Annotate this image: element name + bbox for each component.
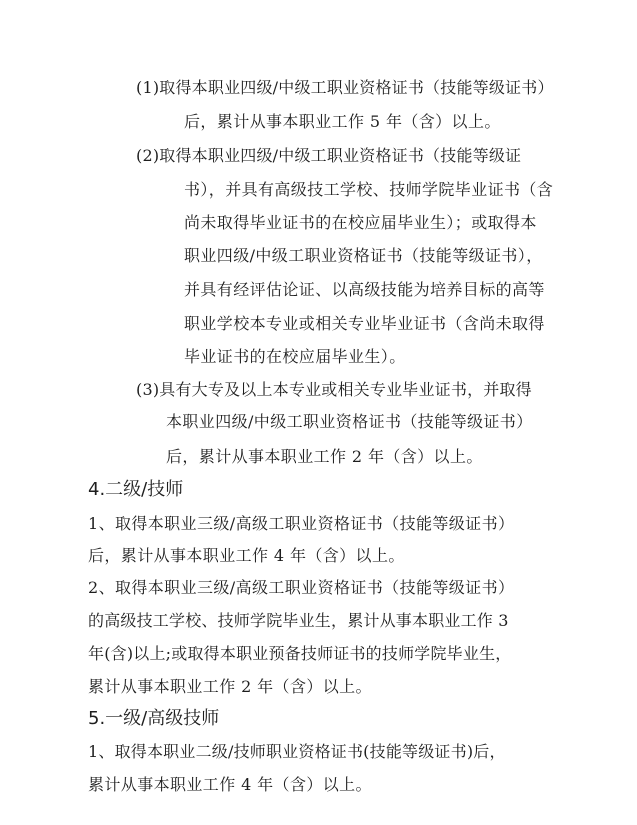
item-line: 并具有经评估论证、以高级技能为培养目标的高等: [184, 280, 545, 299]
item-line: 年(含)以上;或取得本职业预备技师证书的技师学院毕业生，: [88, 644, 512, 663]
item-line: (2)取得本职业四级/中级工职业资格证书（技能等级证: [136, 146, 522, 165]
item-line: (1)取得本职业四级/中级工职业资格证书（技能等级证书）: [136, 78, 554, 97]
item-line: 后，累计从事本职业工作 5 年（含）以上。: [184, 112, 501, 131]
item-line: 职业四级/中级工职业资格证书（技能等级证书），: [184, 246, 543, 265]
item-line: 本职业四级/中级工职业资格证书（技能等级证书）: [166, 412, 533, 431]
item-line: 1、取得本职业二级/技师职业资格证书(技能等级证书)后，: [88, 742, 506, 761]
item-line: 职业学校本专业或相关专业毕业证书（含尚未取得: [184, 314, 545, 333]
item-line: 书），并具有高级技工学校、技师学院毕业证书（含: [184, 180, 554, 199]
item-line: 2、取得本职业三级/高级工职业资格证书（技能等级证书）: [88, 578, 515, 597]
section-heading: 4.二级/技师: [88, 479, 184, 500]
item-line: 的高级技工学校、技师学院毕业生，累计从事本职业工作 3: [88, 611, 509, 630]
item-line: 后，累计从事本职业工作 4 年（含）以上。: [88, 546, 405, 565]
item-line: 累计从事本职业工作 4 年（含）以上。: [88, 775, 372, 794]
item-line: 尚未取得毕业证书的在校应届毕业生）；或取得本: [184, 213, 537, 232]
item-line: 毕业证书的在校应届毕业生）。: [184, 347, 406, 366]
section-heading: 5.一级/高级技师: [88, 708, 220, 729]
item-line: (3)具有大专及以上本专业或相关专业毕业证书，并取得: [136, 380, 532, 399]
item-line: 后，累计从事本职业工作 2 年（含）以上。: [166, 447, 483, 466]
item-line: 累计从事本职业工作 2 年（含）以上。: [88, 677, 372, 696]
item-line: 1、取得本职业三级/高级工职业资格证书（技能等级证书）: [88, 514, 515, 533]
